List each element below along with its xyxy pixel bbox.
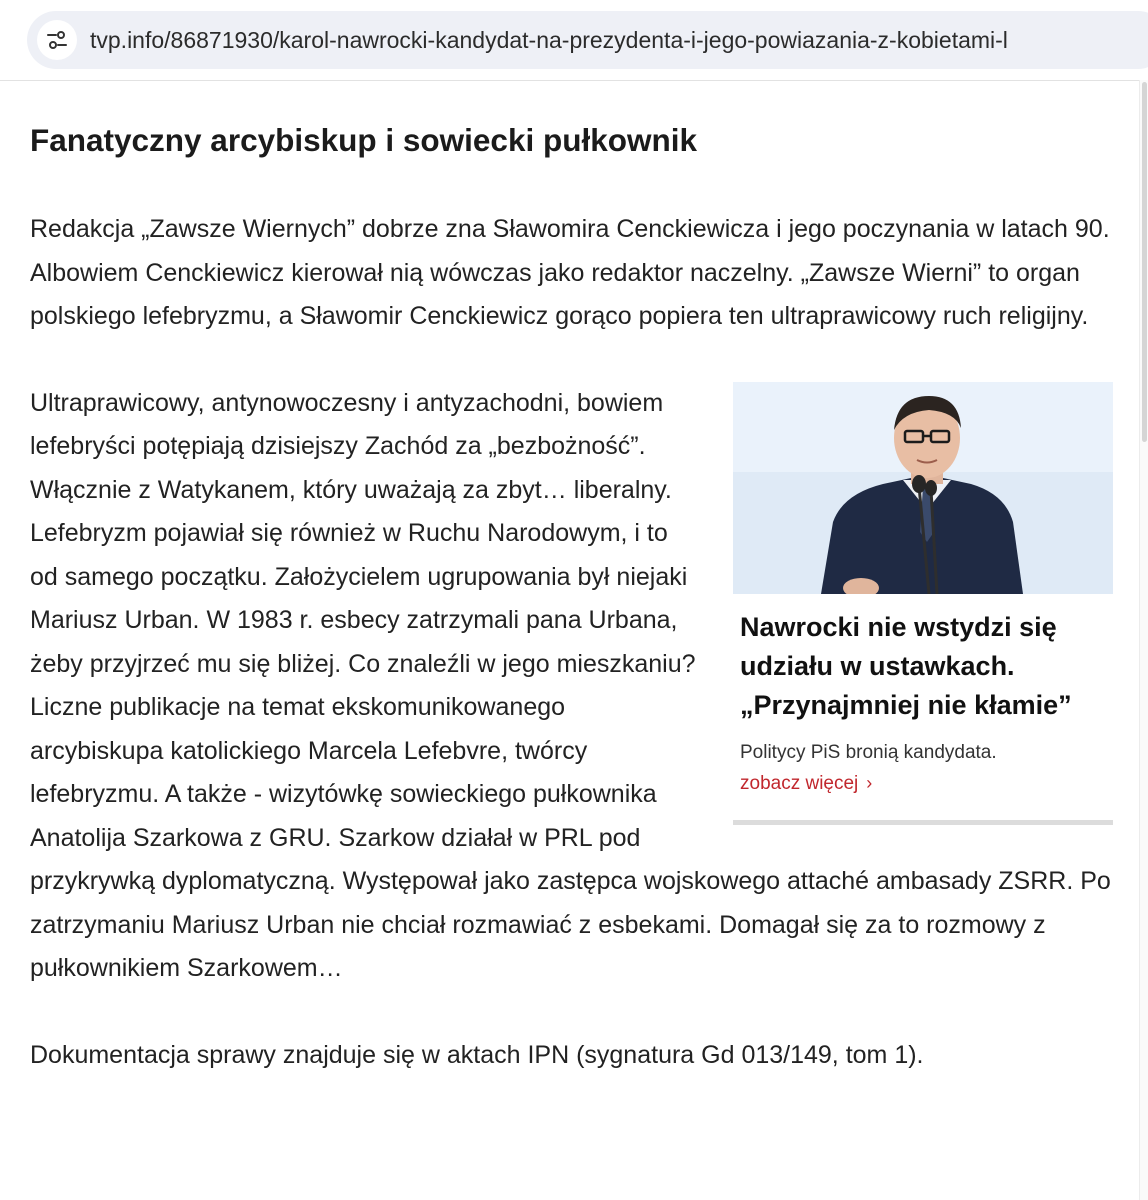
- url-text[interactable]: tvp.info/86871930/karol-nawrocki-kandydat-na-prezydenta-i-jego-powiazania-z-kobietami-l: [90, 27, 1008, 53]
- tune-settings-icon: [47, 30, 67, 50]
- section-heading: Fanatyczny arcybiskup i sowiecki pułkownik: [30, 122, 697, 158]
- paragraph-main: Ultraprawicowy, antynowoczesny i antyzachodni, bowiem lefebryści potępiają dzisiejszy Zachód za „bezbożność”. Włącznie z Watykanem, który uważają za zbyt… liberalny. Lefebryzm pojawiał się również w Ruchu Narodowym, i to od samego początku. Założycielem ugrupowania był niejaki Mariusz Urban. W 1983 r. esbecy zatrzymali pana Urbana, żeby przyjrzeć mu się bliżej. Co znaleźli w jego mieszkaniu? Liczne publikacje na temat ekskomunikowanego arcybiskupa katolickiego Marcela Lefebvre, twórcy lefebryzmu. A także - wizytówkę sowieckiego pułkownika Anatolija Szarkowa z GRU. Szarkow działał w PRL pod przykrywką dyplomatyczną. Występował jako zastępca wojskowego attaché ambasady ZSRR. Po zatrzymaniu Mariusz Urban nie chciał rozmawiać z esbekami. Domagał się za to rozmowy z pułkownikiem Szarkowem…: [30, 388, 1111, 982]
- chevron-right-icon: ›: [866, 772, 873, 793]
- paragraph-footer: Dokumentacja sprawy znajduje się w aktach IPN (sygnatura Gd 013/149, tom 1).: [30, 1040, 924, 1069]
- site-settings-button[interactable]: [37, 20, 77, 60]
- paragraph-intro: Redakcja „Zawsze Wiernych” dobrze zna Sławomira Cenckiewicza i jego poczynania w latach 90. Albowiem Cenckiewicz kierował nią wówczas jako redaktor naczelny. „Zawsze Wierni” to organ polskiego lefebryzmu, a Sławomir Cenckiewicz gorąco popiera ten ultraprawicowy ruch religijny.: [30, 215, 1110, 330]
- browser-toolbar: [0, 0, 1148, 81]
- see-more-link[interactable]: [740, 769, 1113, 798]
- related-article-photo[interactable]: [733, 382, 1113, 594]
- see-more-label[interactable]: zobacz więcej: [740, 772, 859, 794]
- scrollbar-thumb[interactable]: [1142, 82, 1147, 442]
- related-article-description: Politycy PiS bronią kandydata.: [740, 741, 997, 763]
- related-article-title[interactable]: Nawrocki nie wstydzi się udziału w ustawkach. „Przynajmniej nie kłamie”: [740, 611, 1072, 720]
- address-bar[interactable]: [27, 11, 1148, 69]
- politician-photo-illustration: [733, 382, 1113, 594]
- article-body: [30, 100, 1115, 1077]
- related-article-card[interactable]: [733, 382, 1113, 825]
